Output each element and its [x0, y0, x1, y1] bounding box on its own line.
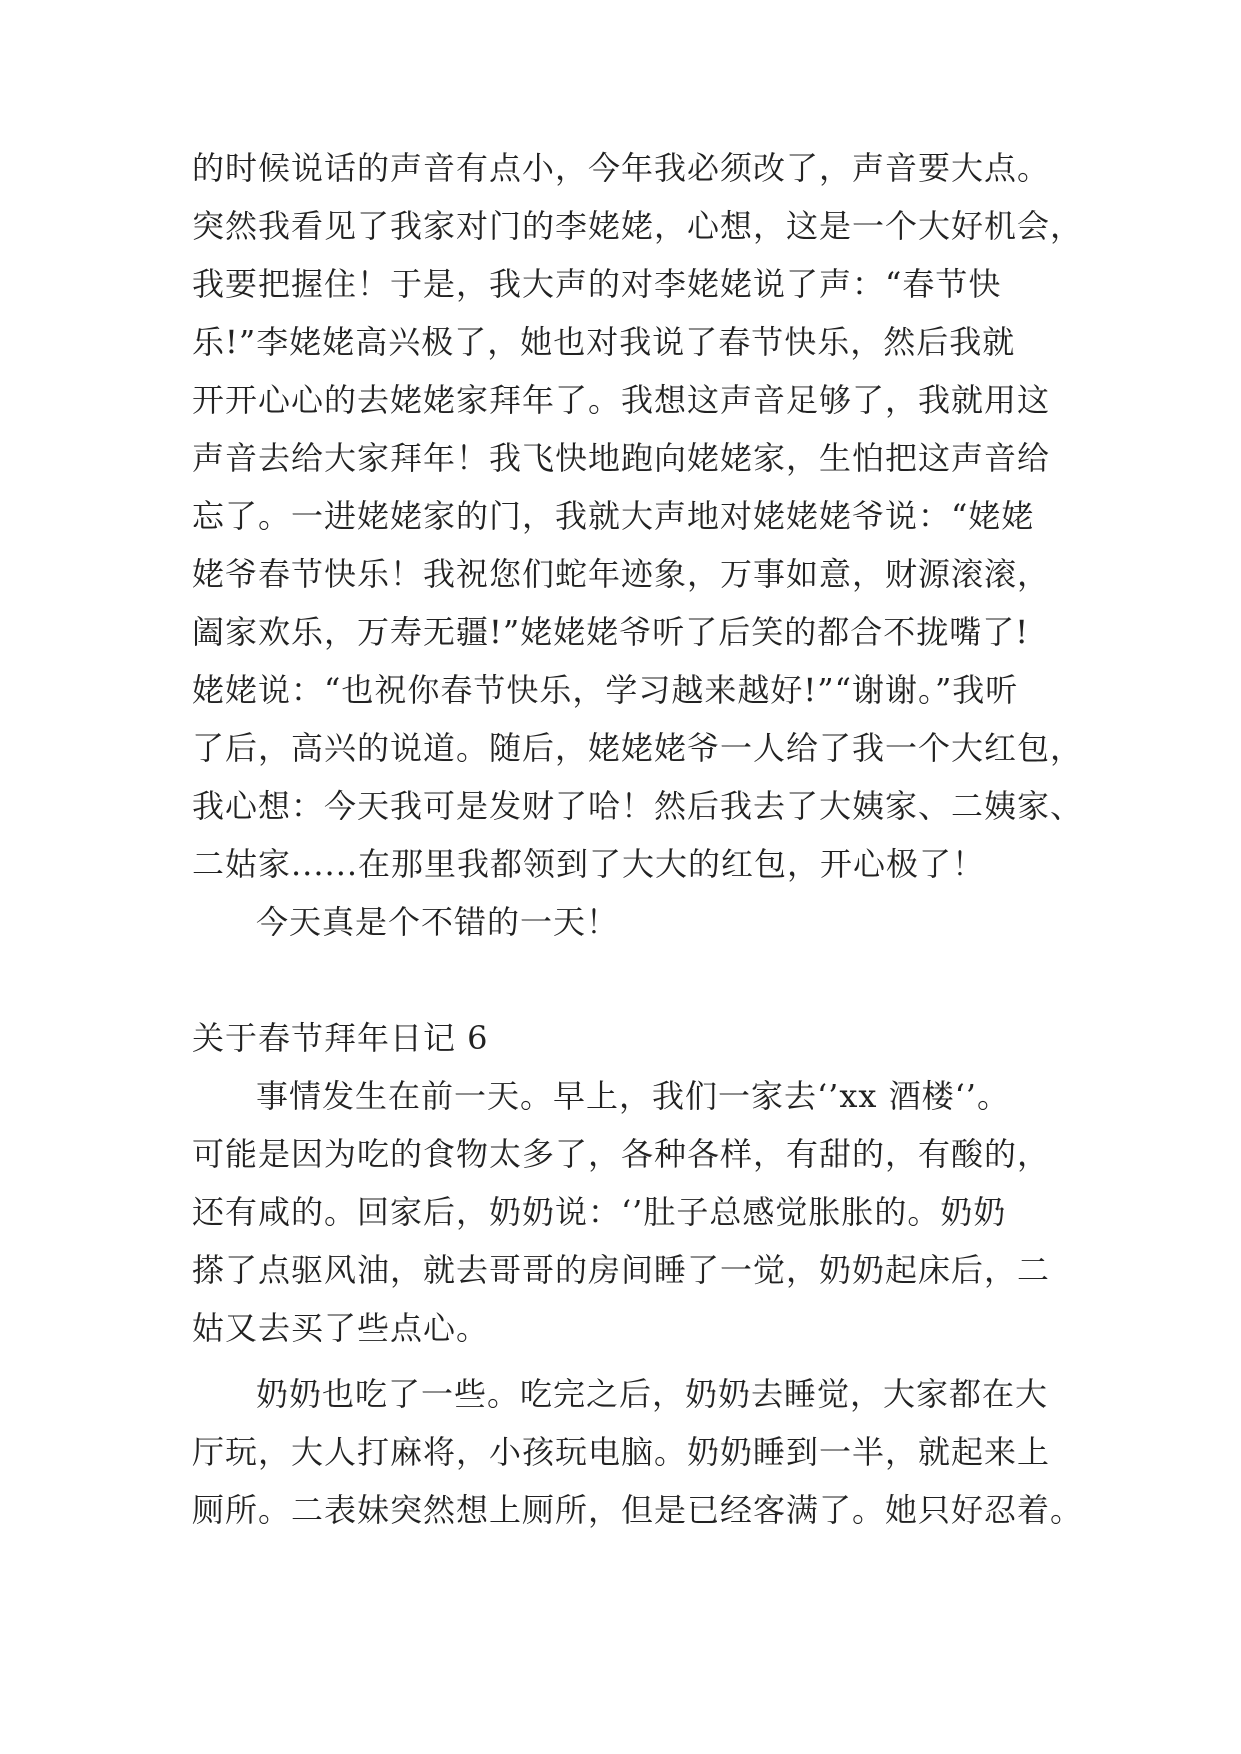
text-line: 姥姥说：“也祝你春节快乐，学习越来越好!”“谢谢。”我听 [192, 671, 1019, 709]
text-line: 我心想：今天我可是发财了哈！然后我去了大姨家、二姨家、 [192, 787, 1084, 825]
text-line: 开开心心的去姥姥家拜年了。我想这声音足够了，我就用这 [192, 381, 1051, 419]
text-line: 了后，高兴的说道。随后，姥姥姥爷一人给了我一个大红包， [192, 729, 1084, 767]
text-line: 可能是因为吃的食物太多了，各种各样，有甜的，有酸的， [192, 1135, 1051, 1173]
text-line: 还有咸的。回家后，奶奶说：‘’肚子总感觉胀胀的。奶奶 [192, 1193, 1007, 1231]
text-line: 厅玩，大人打麻将，小孩玩电脑。奶奶睡到一半，就起来上 [192, 1433, 1051, 1471]
text-line: 姥爷春节快乐！我祝您们蛇年迹象，万事如意，财源滚滚， [192, 555, 1051, 593]
text-line: 厕所。二表妹突然想上厕所，但是已经客满了。她只好忍着。 [192, 1491, 1084, 1529]
text-line: 忘了。一进姥姥家的门，我就大声地对姥姥姥爷说：“姥姥 [192, 497, 1035, 535]
text-line: 的时候说话的声音有点小，今年我必须改了，声音要大点。 [192, 149, 1051, 187]
text-line: 今天真是个不错的一天！ [256, 903, 620, 941]
section-heading: 关于春节拜年日记 6 [192, 1019, 489, 1057]
text-line: 突然我看见了我家对门的李姥姥，心想，这是一个大好机会， [192, 207, 1084, 245]
text-line: 事情发生在前一天。早上，我们一家去‘’xx 酒楼‘’。 [256, 1077, 1010, 1115]
text-line: 搽了点驱风油，就去哥哥的房间睡了一觉，奶奶起床后，二 [192, 1251, 1051, 1289]
text-line: 我要把握住！于是，我大声的对李姥姥说了声：“春节快 [192, 265, 1002, 303]
text-line: 二姑家......在那里我都领到了大大的红包，开心极了！ [192, 845, 986, 883]
text-line: 乐!”李姥姥高兴极了，她也对我说了春节快乐，然后我就 [192, 323, 1016, 361]
text-line: 阖家欢乐，万寿无疆!”姥姥姥爷听了后笑的都合不拢嘴了! [192, 613, 1030, 651]
text-line: 姑又去买了些点心。 [192, 1309, 490, 1347]
text-line: 声音去给大家拜年！我飞快地跑向姥姥家，生怕把这声音给 [192, 439, 1051, 477]
text-line: 奶奶也吃了一些。吃完之后，奶奶去睡觉，大家都在大 [256, 1375, 1049, 1413]
